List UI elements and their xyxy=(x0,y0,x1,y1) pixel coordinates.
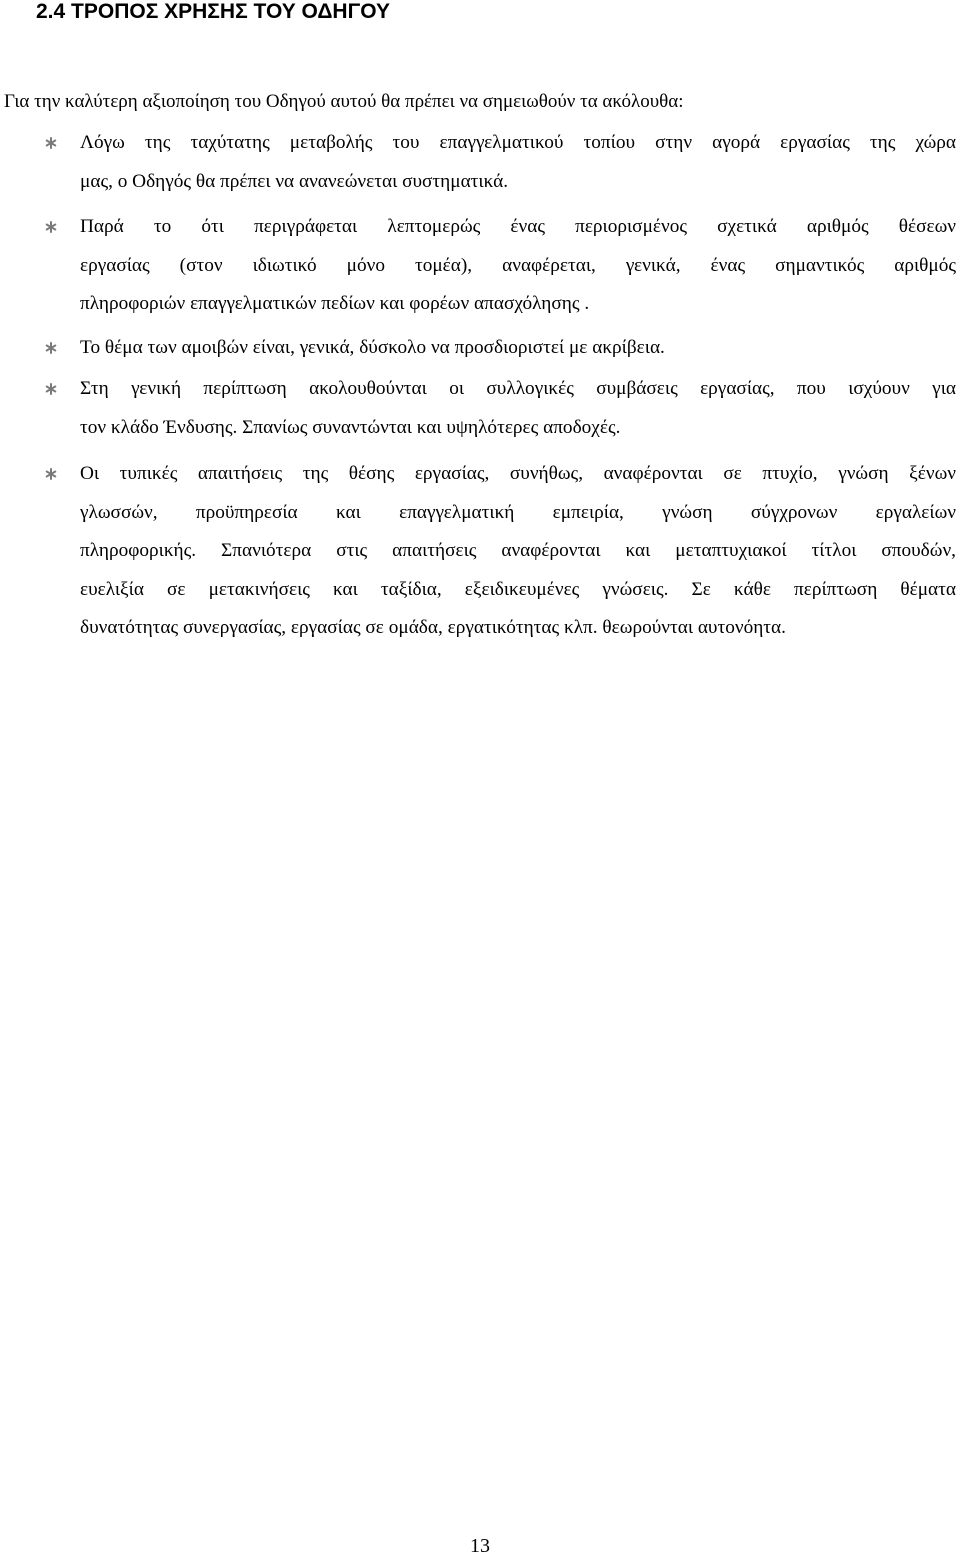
bullet-item-5 xyxy=(80,455,956,648)
bullet-line: Παρά το ότι περιγράφεται λεπτομερώς ένας περιορισμένος σχετικά αριθμός θέσεων xyxy=(80,216,956,237)
bullet-line: μας, ο Οδηγός θα πρέπει να ανανεώνεται συστηματικά. xyxy=(80,170,509,192)
bullet-line: πληροφορικής. Σπανιότερα στις απαιτήσεις αναφέρονται και μεταπτυχιακοί τίτλοι σπουδών, xyxy=(80,540,956,562)
asterisk-bullet-icon xyxy=(45,221,57,233)
asterisk-bullet-icon xyxy=(45,342,57,354)
intro-paragraph: Για την καλύτερη αξιοποίηση του Οδηγού αυτού θα πρέπει να σημειωθούν τα ακόλουθα: xyxy=(4,91,684,112)
bullet-line: Το θέμα των αμοιβών είναι, γενικά, δύσκολο να προσδιοριστεί με ακρίβεια. xyxy=(80,337,665,358)
page-number: 13 xyxy=(470,1535,490,1557)
bullet-item-4 xyxy=(80,370,956,447)
bullet-line: Οι τυπικές απαιτήσεις της θέσης εργασίας, συνήθως, αναφέρονται σε πτυχίο, γνώση ξένων xyxy=(80,463,956,484)
bullet-line: πληροφοριών επαγγελματικών πεδίων και φορέων απασχόλησης . xyxy=(80,293,590,315)
asterisk-bullet-icon xyxy=(45,137,57,149)
bullet-line: Λόγω της ταχύτατης μεταβολής του επαγγελματικού τοπίου στην αγορά εργασίας της χώρα xyxy=(80,132,956,153)
bullet-item-2 xyxy=(80,208,956,324)
bullet-item-1 xyxy=(80,124,956,201)
bullet-item-3 xyxy=(80,329,956,368)
bullet-line: τον κλάδο Ένδυσης. Σπανίως συναντώνται και υψηλότερες αποδοχές. xyxy=(80,416,621,438)
bullet-line: γλωσσών, προϋπηρεσία και επαγγελματική εμπειρία, γνώση σύγχρονων εργαλείων xyxy=(80,501,956,523)
bullet-line: Στη γενική περίπτωση ακολουθούνται οι συλλογικές συμβάσεις εργασίας, που ισχύουν για xyxy=(80,378,956,399)
asterisk-bullet-icon xyxy=(45,468,57,480)
bullet-line: δυνατότητας συνεργασίας, εργασίας σε ομάδα, εργατικότητας κλπ. θεωρούνται αυτονόητα. xyxy=(80,617,786,639)
section-heading: 2.4 ΤΡΟΠΟΣ ΧΡΗΣΗΣ ΤΟΥ ΟΔΗΓΟΥ xyxy=(36,0,390,23)
bullet-line: ευελιξία σε μετακινήσεις και ταξίδια, εξειδικευμένες γνώσεις. Σε κάθε περίπτωση θέματα xyxy=(80,578,956,600)
bullet-line: εργασίας (στον ιδιωτικό μόνο τομέα), αναφέρεται, γενικά, ένας σημαντικός αριθμός xyxy=(80,254,956,276)
asterisk-bullet-icon xyxy=(45,383,57,395)
